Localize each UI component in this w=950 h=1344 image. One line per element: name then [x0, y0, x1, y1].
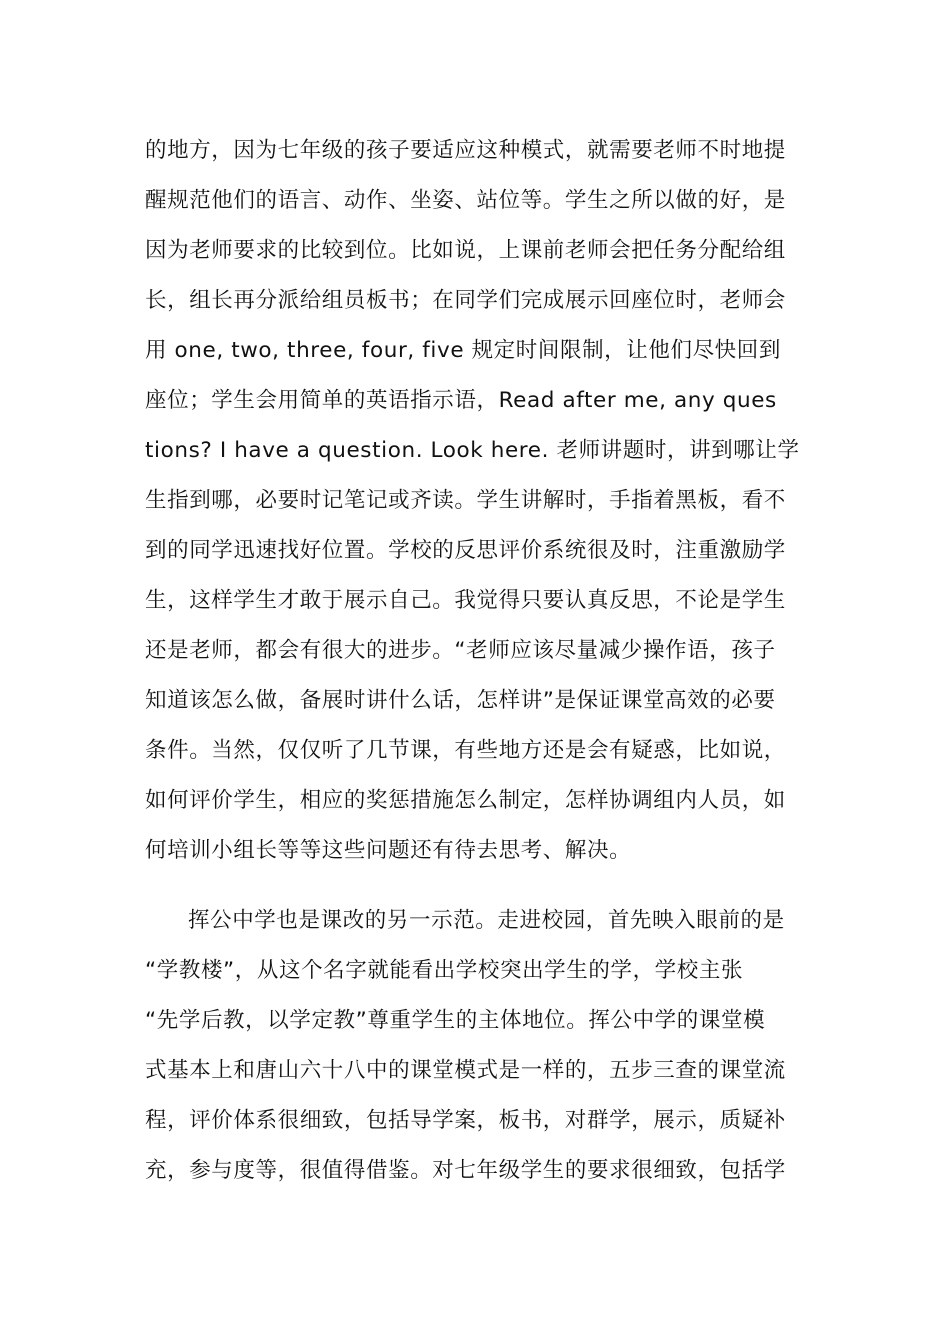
body-text-line: 因为老师要求的比较到位。比如说，上课前老师会把任务分配给组 — [145, 238, 786, 263]
body-text-line: 座位；学生会用简单的英语指示语，Read after me, any ques — [145, 388, 777, 413]
body-text-line: 醒规范他们的语言、动作、坐姿、站位等。学生之所以做的好，是 — [145, 188, 786, 213]
body-text-line: 生指到哪，必要时记笔记或齐读。学生讲解时，手指着黑板，看不 — [145, 488, 786, 513]
body-text-line: 还是老师，都会有很大的进步。“老师应该尽量减少操作语，孩子 — [145, 638, 776, 663]
body-text-line: 生，这样学生才敢于展示自己。我觉得只要认真反思，不论是学生 — [145, 588, 786, 613]
body-text-line: 用 one, two, three, four, five 规定时间限制，让他们尽快回到 — [145, 338, 781, 363]
body-text-line: 到的同学迅速找好位置。学校的反思评价系统很及时，注重激励学 — [145, 538, 786, 563]
body-text-line: 如何评价学生，相应的奖惩措施怎么制定，怎样协调组内人员，如 — [145, 788, 786, 813]
body-text-line: tions? I have a question. Look here. 老师讲题时，讲到哪让学 — [145, 438, 800, 463]
body-text-line: “先学后教，以学定教”尊重学生的主体地位。挥公中学的课堂模 — [145, 1008, 766, 1033]
body-text-line: 条件。当然，仅仅听了几节课，有些地方还是会有疑惑，比如说， — [145, 738, 786, 763]
paragraph-first-line: 挥公中学也是课改的另一示范。走进校园，首先映入眼前的是 — [188, 908, 785, 933]
body-text-line: 知道该怎么做，备展时讲什么话，怎样讲”是保证课堂高效的必要 — [145, 688, 776, 713]
body-text-line: 长，组长再分派给组员板书；在同学们完成展示回座位时，老师会 — [145, 288, 786, 313]
body-text-line: “学教楼”，从这个名字就能看出学校突出学生的学，学校主张 — [145, 958, 744, 983]
body-text-line: 何培训小组长等等这些问题还有待去思考、解决。 — [145, 838, 632, 863]
body-text-line: 式基本上和唐山六十八中的课堂模式是一样的，五步三查的课堂流 — [145, 1058, 786, 1083]
body-text-line: 充，参与度等，很值得借鉴。对七年级学生的要求很细致，包括学 — [145, 1158, 786, 1183]
body-text-line: 的地方，因为七年级的孩子要适应这种模式，就需要老师不时地提 — [145, 138, 786, 163]
body-text-line: 程，评价体系很细致，包括导学案，板书，对群学，展示，质疑补 — [145, 1108, 786, 1133]
